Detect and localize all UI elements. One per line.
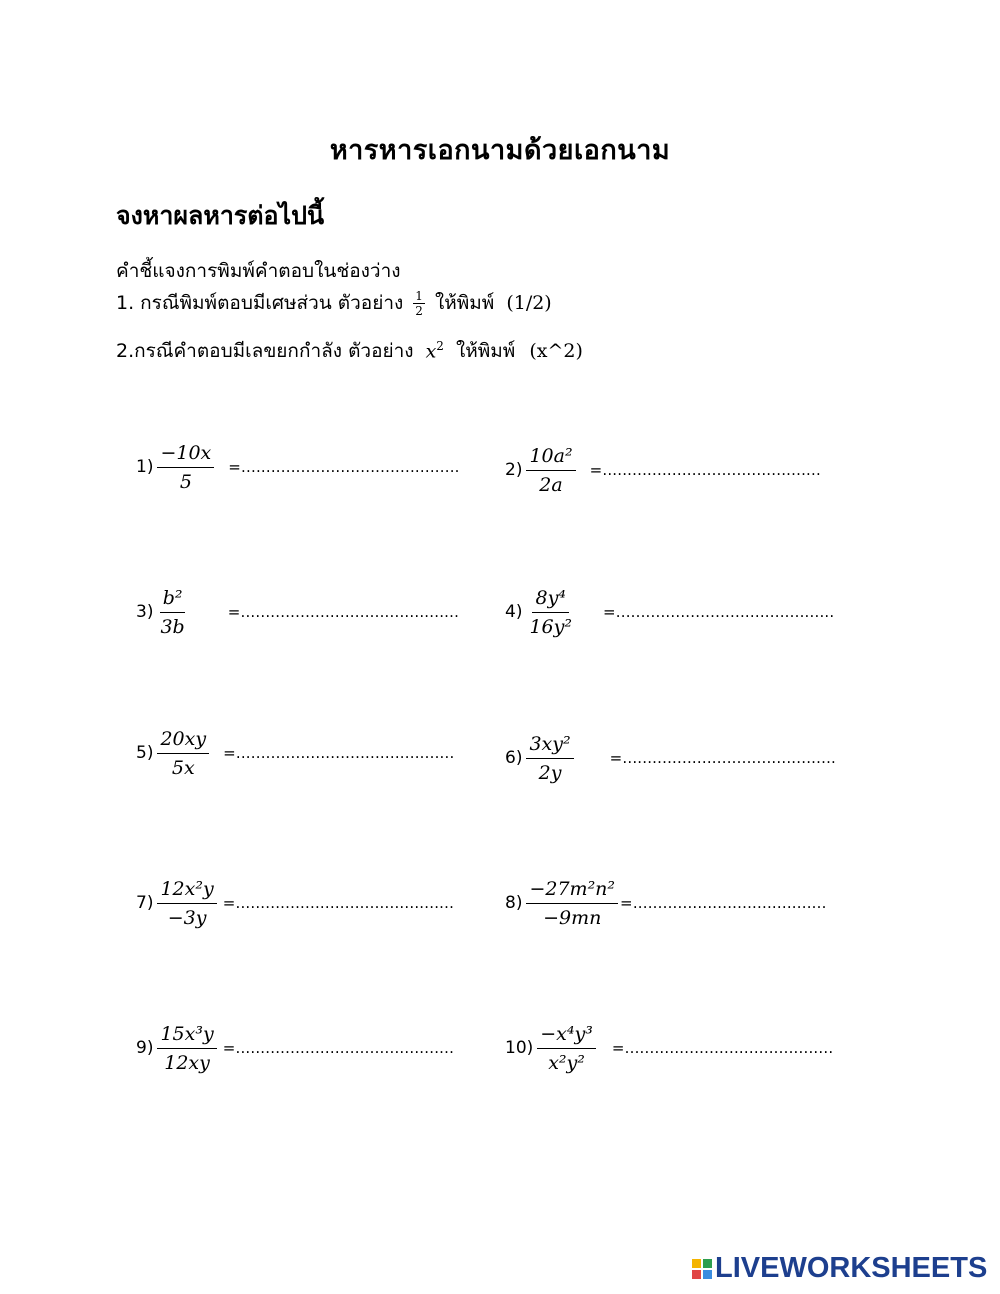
problem-label: 7) — [136, 893, 154, 913]
answer-blank[interactable]: =....................................... — [620, 894, 827, 912]
fraction-numerator: −10x — [157, 441, 214, 468]
fraction-denominator: −9mn — [543, 906, 602, 929]
fraction-numerator: 8y⁴ — [532, 586, 568, 613]
instruction-1-mid: ให้พิมพ์ — [434, 292, 495, 314]
problem-label: 4) — [505, 602, 523, 622]
instruction-2-mid: ให้พิมพ์ — [455, 340, 516, 362]
answer-blank[interactable]: =.......................................... — [611, 1039, 834, 1057]
example-power-exp: 2 — [436, 339, 444, 354]
problem-label: 3) — [136, 602, 154, 622]
problem-fraction — [157, 1022, 216, 1075]
fraction-denominator: 5 — [179, 470, 192, 493]
answer-blank[interactable]: =............................................ — [223, 744, 455, 762]
answer-blank[interactable]: =............................................ — [602, 603, 835, 621]
problem-7 — [136, 873, 454, 933]
problem-label: 9) — [136, 1038, 154, 1058]
fraction-numerator: −x⁴y³ — [537, 1022, 596, 1049]
fraction-denominator: −3y — [167, 906, 207, 929]
example-fraction-den: 2 — [415, 303, 423, 318]
problem-1 — [136, 437, 460, 497]
fraction-denominator: x²y² — [548, 1051, 585, 1074]
example-power-base: x — [425, 340, 437, 363]
instruction-2-prefix: 2.กรณีคำตอบมีเลขยกกำลัง ตัวอย่าง — [116, 340, 414, 362]
problem-4 — [505, 582, 834, 642]
instruction-1-prefix: 1. กรณีพิมพ์ตอบมีเศษส่วน ตัวอย่าง — [116, 292, 404, 314]
answer-blank[interactable]: =............................................ — [222, 894, 455, 912]
instruction-line-1 — [116, 288, 552, 318]
problem-label: 6) — [505, 748, 523, 768]
problem-label: 1) — [136, 457, 154, 477]
fraction-numerator: 3xy² — [526, 732, 573, 759]
problem-fraction — [526, 586, 575, 639]
problem-2 — [505, 440, 821, 500]
problem-6 — [505, 728, 836, 788]
instructions-heading: คำชี้แจงการพิมพ์คำตอบในช่องว่าง — [116, 260, 401, 282]
problem-fraction — [157, 441, 214, 494]
fraction-denominator: 12xy — [164, 1051, 210, 1074]
logo-text: LIVEWORKSHEETS — [715, 1252, 988, 1284]
instruction-2-example: (x^2) — [529, 340, 583, 362]
problem-3 — [136, 582, 459, 642]
problem-fraction — [157, 586, 187, 639]
example-fraction-num: 1 — [415, 288, 423, 303]
page-title: หารหารเอกนามด้วยเอกนาม — [329, 135, 671, 166]
instruction-1-example: (1/2) — [506, 292, 552, 314]
problem-8 — [505, 873, 827, 933]
instruction-line-2 — [116, 336, 583, 366]
problem-fraction — [526, 444, 575, 497]
fraction-numerator: −27m²n² — [526, 877, 618, 904]
answer-blank[interactable]: =............................................ — [589, 461, 821, 479]
fraction-numerator: 10a² — [526, 444, 575, 471]
fraction-denominator: 2a — [539, 473, 563, 496]
problem-fraction — [526, 732, 573, 785]
liveworksheets-logo — [692, 1252, 987, 1285]
fraction-numerator: 20xy — [157, 727, 209, 754]
problem-label: 5) — [136, 743, 154, 763]
answer-blank[interactable]: =............................................ — [222, 1039, 455, 1057]
problem-fraction — [526, 877, 618, 930]
fraction-denominator: 5x — [171, 756, 195, 779]
answer-blank[interactable]: =............................................ — [227, 603, 460, 621]
problem-9 — [136, 1018, 454, 1078]
problem-5 — [136, 723, 454, 783]
fraction-denominator: 2y — [538, 761, 562, 784]
logo-badge-icon — [692, 1259, 712, 1279]
problem-fraction — [537, 1022, 596, 1075]
problem-fraction — [157, 877, 216, 930]
fraction-denominator: 16y² — [529, 615, 572, 638]
problem-label: 2) — [505, 460, 523, 480]
problem-label: 8) — [505, 893, 523, 913]
fraction-numerator: 12x²y — [157, 877, 216, 904]
problem-label: 10) — [505, 1038, 534, 1058]
example-fraction — [413, 289, 425, 318]
subtitle: จงหาผลหารต่อไปนี้ — [116, 201, 325, 230]
fraction-numerator: 15x³y — [157, 1022, 216, 1049]
fraction-numerator: b² — [160, 586, 186, 613]
problem-fraction — [157, 727, 209, 780]
answer-blank[interactable]: =............................................ — [228, 458, 460, 476]
problem-10 — [505, 1018, 833, 1078]
fraction-denominator: 3b — [160, 615, 185, 638]
answer-blank[interactable]: =........................................... — [609, 749, 837, 767]
example-power — [426, 339, 444, 362]
